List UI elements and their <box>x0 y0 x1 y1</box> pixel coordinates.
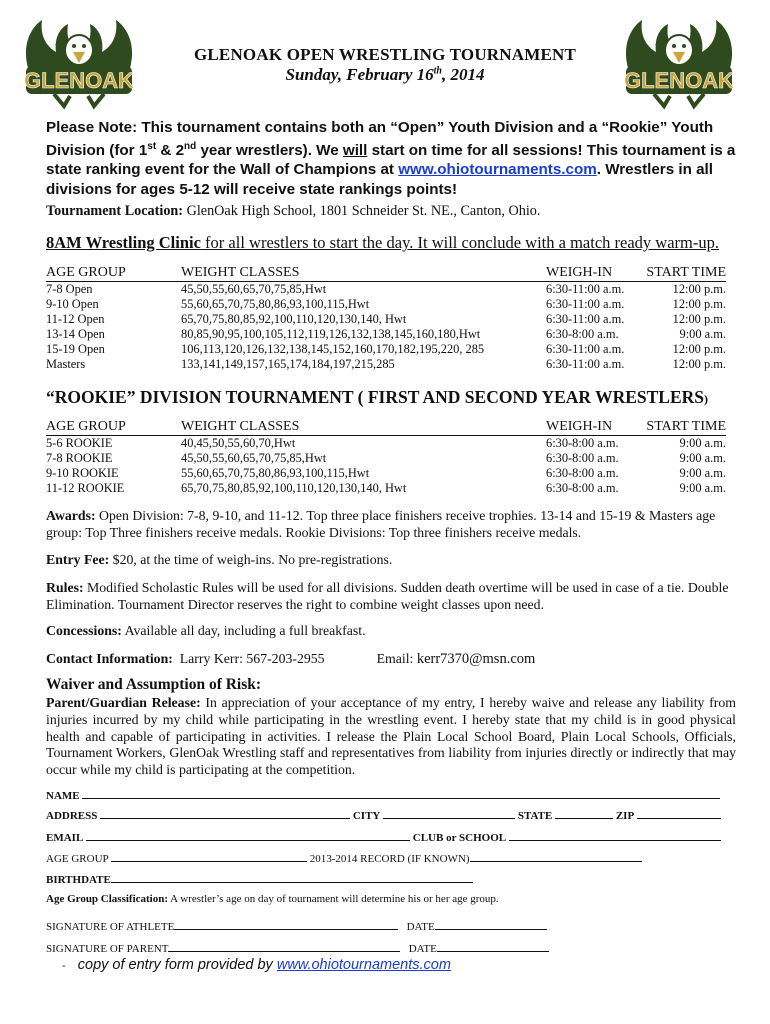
start-time-cell: 9:00 a.m. <box>679 327 726 341</box>
age-record-row: AGE GROUP 2013-2014 RECORD (IF KNOWN) <box>46 851 726 866</box>
email-row: EMAIL CLUB or SCHOOL <box>46 830 726 845</box>
parent-signature-row: SIGNATURE OF PARENT DATE <box>46 941 726 956</box>
clinic-info: 8AM Wrestling Clinic for all wrestlers to start the day. It will conclude with a match ready warm-up. <box>46 233 719 252</box>
waiver-heading: Waiver and Assumption of Risk: <box>46 676 262 693</box>
col-weight-classes: WEIGHT CLASSES <box>181 265 300 280</box>
age-group-cell: Masters <box>46 357 86 371</box>
tournament-title: GLENOAK OPEN WRESTLING TOURNAMENT <box>193 45 577 64</box>
weigh-in-cell: 6:30-11:00 a.m. <box>546 282 625 296</box>
weight-classes-cell: 65,70,75,80,85,92,100,110,120,130,140, Hwt <box>181 481 407 495</box>
tournament-note: Please Note: This tournament contains both an “Open” Youth Division and a “Rookie” Youth Division (for 1st & 2nd year wrestlers). We will start on time for all sessions! This tournament is a state ranking event for the Wall of Champions at www.ohiotournaments.com. Wrestlers in all divisions for ages 5-12 will receive state rankings points! <box>46 119 736 198</box>
start-time-cell: 12:00 p.m. <box>672 297 726 311</box>
age-group-cell: 11-12 Open <box>46 312 105 326</box>
footer-note: - copy of entry form provided by www.ohiotournaments.com <box>62 957 451 973</box>
table-row <box>46 342 726 357</box>
waiver-text: Parent/Guardian Release: In appreciation of your acceptance of my entry, I hereby waive and release any liability from injuries incurred by my child while participating in the wrestling event. I hereby state that my child is in good physical health and capable of participating in activities. I release the Plain Local School Board, Plain Local Schools, Officials, Tournament Workers, GlenOak Wrestling staff and representatives from liability from injuries directly or indirectly that may occur while my child is participating at the competition. <box>46 695 736 778</box>
contact-email[interactable]: kerr7370@msn.com <box>416 651 536 667</box>
age-classification-note: Age Group Classification: A wrestler’s age on day of tournament will determine his or her age group. <box>46 893 499 905</box>
weight-classes-cell: 55,60,65,70,75,80,86,93,100,115,Hwt <box>181 466 370 480</box>
table-row <box>46 436 726 452</box>
table-row <box>46 312 726 327</box>
contact-info: Contact Information: Larry Kerr: 567-203-2955 Email: kerr7370@msn.com <box>46 651 536 667</box>
address-field[interactable] <box>100 808 350 819</box>
weight-classes-cell: 106,113,120,126,132,138,145,152,160,170,182,195,220, 285 <box>181 342 485 356</box>
weight-classes-cell: 45,50,55,60,65,70,75,85,Hwt <box>181 282 327 296</box>
age-group-cell: 9-10 ROOKIE <box>46 466 119 480</box>
name-field[interactable]: NAME <box>46 788 726 803</box>
table-row <box>46 466 726 481</box>
zip-field[interactable] <box>637 808 721 819</box>
start-time-cell: 9:00 a.m. <box>679 451 726 465</box>
weigh-in-cell: 6:30-11:00 a.m. <box>546 342 625 356</box>
col-start-time: START TIME <box>646 419 726 434</box>
weigh-in-cell: 6:30-11:00 a.m. <box>546 312 625 326</box>
svg-text:GLENOAK: GLENOAK <box>624 68 734 93</box>
birthdate-field[interactable]: BIRTHDATE <box>46 872 726 887</box>
awards-info: Awards: Open Division: 7-8, 9-10, and 11-12. Top three place finishers receive trophies. 13-14 and 15-19 & Masters age group: Top Three finishers receive medals. Rookie Divisions: Top three finishers receive medals. <box>46 508 716 540</box>
weight-classes-cell: 65,70,75,80,85,92,100,110,120,130,140, Hwt <box>181 312 407 326</box>
weigh-in-cell: 6:30-8:00 a.m. <box>546 451 619 465</box>
weigh-in-cell: 6:30-8:00 a.m. <box>546 436 619 450</box>
col-age-group: AGE GROUP <box>46 265 126 280</box>
weight-classes-cell: 80,85,90,95,100,105,112,119,126,132,138,145,160,180,Hwt <box>181 327 481 341</box>
tournament-date: Sunday, February 16th, 2014 <box>285 65 485 84</box>
rookie-division-table <box>46 419 726 496</box>
start-time-cell: 12:00 p.m. <box>672 342 726 356</box>
start-time-cell: 12:00 p.m. <box>672 312 726 326</box>
rookie-division-title: “ROOKIE” DIVISION TOURNAMENT ( FIRST AND SECOND YEAR WRESTLERS) <box>46 387 709 407</box>
age-group-cell: 9-10 Open <box>46 297 99 311</box>
email-field[interactable] <box>86 830 410 841</box>
table-header-row <box>46 419 726 436</box>
athlete-signature-row: SIGNATURE OF ATHLETE DATE <box>46 919 726 934</box>
rules-info: Rules: Modified Scholastic Rules will be used for all divisions. Sudden death overtime will be used in case of a tie. Double Elimination. Tournament Director reserves the right to combine weight classes upon need. <box>46 580 729 612</box>
ohiotournaments-link[interactable]: www.ohiotournaments.com <box>398 161 597 179</box>
col-start-time: START TIME <box>646 265 726 280</box>
weigh-in-cell: 6:30-8:00 a.m. <box>546 466 619 480</box>
parent-date-field[interactable] <box>437 941 549 952</box>
weigh-in-cell: 6:30-8:00 a.m. <box>546 327 619 341</box>
club-field[interactable] <box>509 830 721 841</box>
table-row <box>46 297 726 312</box>
city-field[interactable] <box>383 808 515 819</box>
concessions-info: Concessions: Available all day, including a full breakfast. <box>46 623 366 638</box>
col-weight-classes: WEIGHT CLASSES <box>181 419 300 434</box>
weight-classes-cell: 55,60,65,70,75,80,86,93,100,115,Hwt <box>181 297 370 311</box>
athlete-date-field[interactable] <box>435 919 547 930</box>
start-time-cell: 9:00 a.m. <box>679 481 726 495</box>
age-group-cell: 11-12 ROOKIE <box>46 481 125 495</box>
age-group-cell: 7-8 Open <box>46 282 93 296</box>
start-time-cell: 9:00 a.m. <box>679 436 726 450</box>
start-time-cell: 12:00 p.m. <box>672 282 726 296</box>
weight-classes-cell: 40,45,50,55,60,70,Hwt <box>181 436 296 450</box>
table-row <box>46 357 726 372</box>
svg-text:GLENOAK: GLENOAK <box>24 68 134 93</box>
age-group-field[interactable] <box>111 851 307 862</box>
footer-link[interactable]: www.ohiotournaments.com <box>276 957 451 973</box>
table-row <box>46 451 726 466</box>
table-header-row <box>46 265 726 282</box>
start-time-cell: 9:00 a.m. <box>679 466 726 480</box>
age-group-cell: 5-6 ROOKIE <box>46 436 113 450</box>
address-row: ADDRESS CITY STATE ZIP <box>46 808 726 823</box>
table-row <box>46 481 726 496</box>
entry-fee-info: Entry Fee: $20, at the time of weigh-ins. No pre-registrations. <box>46 552 393 567</box>
open-division-table <box>46 265 726 372</box>
table-row <box>46 282 726 298</box>
parent-signature-field[interactable] <box>168 941 400 952</box>
col-age-group: AGE GROUP <box>46 419 126 434</box>
table-row <box>46 327 726 342</box>
weight-classes-cell: 133,141,149,157,165,174,184,197,215,285 <box>181 357 395 371</box>
age-group-cell: 13-14 Open <box>46 327 105 341</box>
athlete-signature-field[interactable] <box>174 919 398 930</box>
record-field[interactable] <box>470 851 642 862</box>
tournament-location: Tournament Location: GlenOak High School, 1801 Schneider St. NE., Canton, Ohio. <box>46 203 541 219</box>
age-group-cell: 15-19 Open <box>46 342 105 356</box>
weight-classes-cell: 45,50,55,60,65,70,75,85,Hwt <box>181 451 327 465</box>
weigh-in-cell: 6:30-11:00 a.m. <box>546 357 625 371</box>
state-field[interactable] <box>555 808 613 819</box>
col-weigh-in: WEIGH-IN <box>546 419 613 434</box>
weigh-in-cell: 6:30-11:00 a.m. <box>546 297 625 311</box>
col-weigh-in: WEIGH-IN <box>546 265 613 280</box>
age-group-cell: 7-8 ROOKIE <box>46 451 113 465</box>
start-time-cell: 12:00 p.m. <box>672 357 726 371</box>
weigh-in-cell: 6:30-8:00 a.m. <box>546 481 619 495</box>
